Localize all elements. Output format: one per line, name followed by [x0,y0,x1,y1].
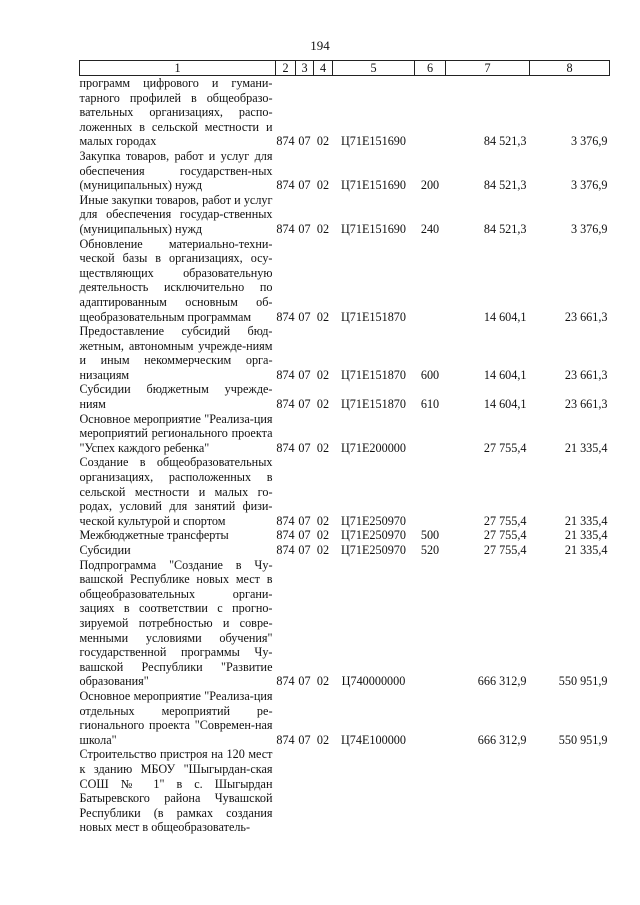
row-value-7: 27 755,4 [483,543,527,557]
row-code-6: 500 [420,528,440,543]
row-name: Предоставление субсидий бюд-жетным, автономным учрежде-ниям и иным некоммерческим орга-низациям [79,324,273,382]
row-code-3: 07 [298,397,311,412]
row-value-8: 21 335,4 [564,440,608,455]
row-name: Иные закупки товаров, работ и услуг для обеспечения государ-ственных (муниципальных) нужд [79,192,273,236]
row-code-3: 07 [298,513,311,528]
row-code-4: 02 [316,367,330,382]
row-name: Межбюджетные трансферты [79,528,229,543]
row-code-3: 07 [298,367,311,382]
row-code-3 [296,747,314,835]
row-value-8: 3 376,9 [570,221,608,236]
column-header: 1 [80,61,276,76]
row-value-8: 23 661,3 [564,367,608,382]
column-header: 2 [276,61,296,76]
row-name: Закупка товаров, работ и услуг для обеспечения государствен-ных (муниципальных) нужд [79,148,273,193]
row-name: Основное мероприятие "Реализа-ция мероприятий регионального проекта "Успех каждого ребенка" [79,411,273,455]
row-value-8: 21 335,4 [564,543,608,557]
row-value-7: 84 521,3 [483,134,527,149]
table-row [80,382,610,411]
row-code-5: Ц71Е151870 [341,309,406,324]
row-code-6: 600 [420,367,440,382]
row-value-8: 21 335,4 [564,513,608,528]
row-code-5: Ц71Е200000 [341,440,406,455]
row-code-6: 200 [420,178,440,193]
row-value-8 [530,747,610,835]
row-code-2 [276,747,296,835]
row-value-7: 666 312,9 [477,674,527,689]
row-code-4: 02 [316,674,330,689]
row-code-6 [415,455,446,528]
row-code-4: 02 [316,440,330,455]
row-code-3: 07 [298,543,311,557]
table-row [80,543,610,558]
row-code-6 [415,558,446,689]
row-code-2: 874 [276,528,295,543]
row-code-4: 02 [316,309,330,324]
row-code-2: 874 [276,732,295,747]
row-name: Субсидии [79,543,131,557]
row-code-2: 874 [276,309,295,324]
row-code-6 [415,76,446,149]
row-code-6: 240 [420,221,440,236]
row-code-4: 02 [316,397,330,412]
column-header: 3 [296,61,314,76]
row-code-2: 874 [276,513,295,528]
row-code-3: 07 [298,178,311,193]
row-code-3: 07 [298,440,311,455]
row-code-5: Ц740000000 [341,674,406,689]
row-code-2: 874 [276,178,295,193]
row-code-4: 02 [316,178,330,193]
row-code-3: 07 [298,732,311,747]
column-header: 5 [333,61,415,76]
row-name: Строительство пристроя на 120 мест к зданию МБОУ "Шыгырдан-ская СОШ № 1" в с. Шыгырдан Батыревского района Чувашской Республики (в рамках создания новых мест в общеобразователь- [79,747,273,835]
row-value-7: 14 604,1 [483,397,527,412]
table-row [80,689,610,747]
table-row [80,149,610,193]
row-code-6: 520 [420,543,440,557]
row-code-3: 07 [298,674,311,689]
row-name: Подпрограмма "Создание в Чу-вашской Республике новых мест в общеобразовательных органи-зациях в соответствии с прогно-зируемой потребностью и совре-менными условиями обучения" государственной программы Чу-вашской Республики "Развитие образования" [79,557,273,689]
row-code-4: 02 [316,513,330,528]
row-value-8: 550 951,9 [558,732,608,747]
row-code-2: 874 [276,397,295,412]
row-code-4: 02 [316,134,330,149]
table-row [80,455,610,528]
row-code-5: Ц71Е250970 [341,513,406,528]
table-row [80,76,610,149]
row-code-2: 874 [276,440,295,455]
row-code-4: 02 [316,543,330,557]
row-name: Обновление материально-техни-ческой базы в организациях, осу-ществляющих образовательную деятельность исключительно по адаптированным основным об-щеобразовательным программам [79,236,273,324]
row-code-5: Ц71Е151870 [341,367,406,382]
row-code-2: 874 [276,543,295,557]
row-value-8: 23 661,3 [564,397,608,412]
column-header: 6 [415,61,446,76]
row-code-6 [415,412,446,456]
table-row [80,412,610,456]
row-code-4 [314,747,333,835]
row-code-5: Ц71Е250970 [341,528,406,543]
row-code-5 [333,747,415,835]
table-row [80,193,610,237]
row-value-7: 84 521,3 [483,221,527,236]
page-number: 194 [310,38,330,53]
table-row [80,237,610,325]
row-code-3: 07 [298,309,311,324]
row-code-4: 02 [316,221,330,236]
row-code-5: Ц71Е151690 [341,221,406,236]
row-value-7: 14 604,1 [483,309,527,324]
row-value-8: 3 376,9 [570,178,608,193]
row-code-6 [415,689,446,747]
row-value-8: 23 661,3 [564,309,608,324]
row-code-4: 02 [316,732,330,747]
row-value-7: 27 755,4 [483,513,527,528]
row-value-7: 14 604,1 [483,367,527,382]
column-header: 8 [530,61,610,76]
row-name: программ цифрового и гумани-тарного профилей в общеобразо-вательных организациях, распо-ложенных в сельской местности и малых городах [79,76,273,149]
column-header: 4 [314,61,333,76]
row-value-8: 3 376,9 [570,134,608,149]
row-code-6 [415,747,446,835]
row-code-2: 874 [276,367,295,382]
table-row [80,558,610,689]
row-value-8: 550 951,9 [558,674,608,689]
table-row [80,747,610,835]
row-code-2: 874 [276,221,295,236]
row-code-5: Ц71Е151690 [341,134,406,149]
table-header-row [80,61,610,76]
column-header: 7 [446,61,530,76]
row-value-8: 21 335,4 [564,528,608,543]
table-row [80,528,610,543]
row-code-3: 07 [298,221,311,236]
row-code-5: Ц71Е151690 [341,178,406,193]
row-code-6: 610 [420,397,440,412]
row-name: Создание в общеобразовательных организациях, расположенных в сельской местности и малых го-родах, условий для занятий физи-ческой культурой и спортом [79,455,273,528]
row-code-4: 02 [316,528,330,543]
row-value-7: 27 755,4 [483,440,527,455]
row-code-2: 874 [276,674,295,689]
row-value-7: 666 312,9 [477,732,527,747]
row-code-6 [415,237,446,325]
table-row [80,324,610,382]
row-code-5: Ц74Е100000 [341,732,406,747]
budget-table [79,60,610,835]
row-code-5: Ц71Е250970 [341,543,406,557]
row-code-3: 07 [298,528,311,543]
row-name: Субсидии бюджетным учрежде-ниям [79,382,273,412]
row-code-2: 874 [276,134,295,149]
row-code-3: 07 [298,134,311,149]
row-code-5: Ц71Е151870 [341,397,406,412]
row-value-7 [446,747,530,835]
row-value-7: 27 755,4 [483,528,527,543]
row-value-7: 84 521,3 [483,178,527,193]
row-name: Основное мероприятие "Реализа-ция отдельных мероприятий ре-гионального проекта "Современ-ная школа" [79,688,273,747]
